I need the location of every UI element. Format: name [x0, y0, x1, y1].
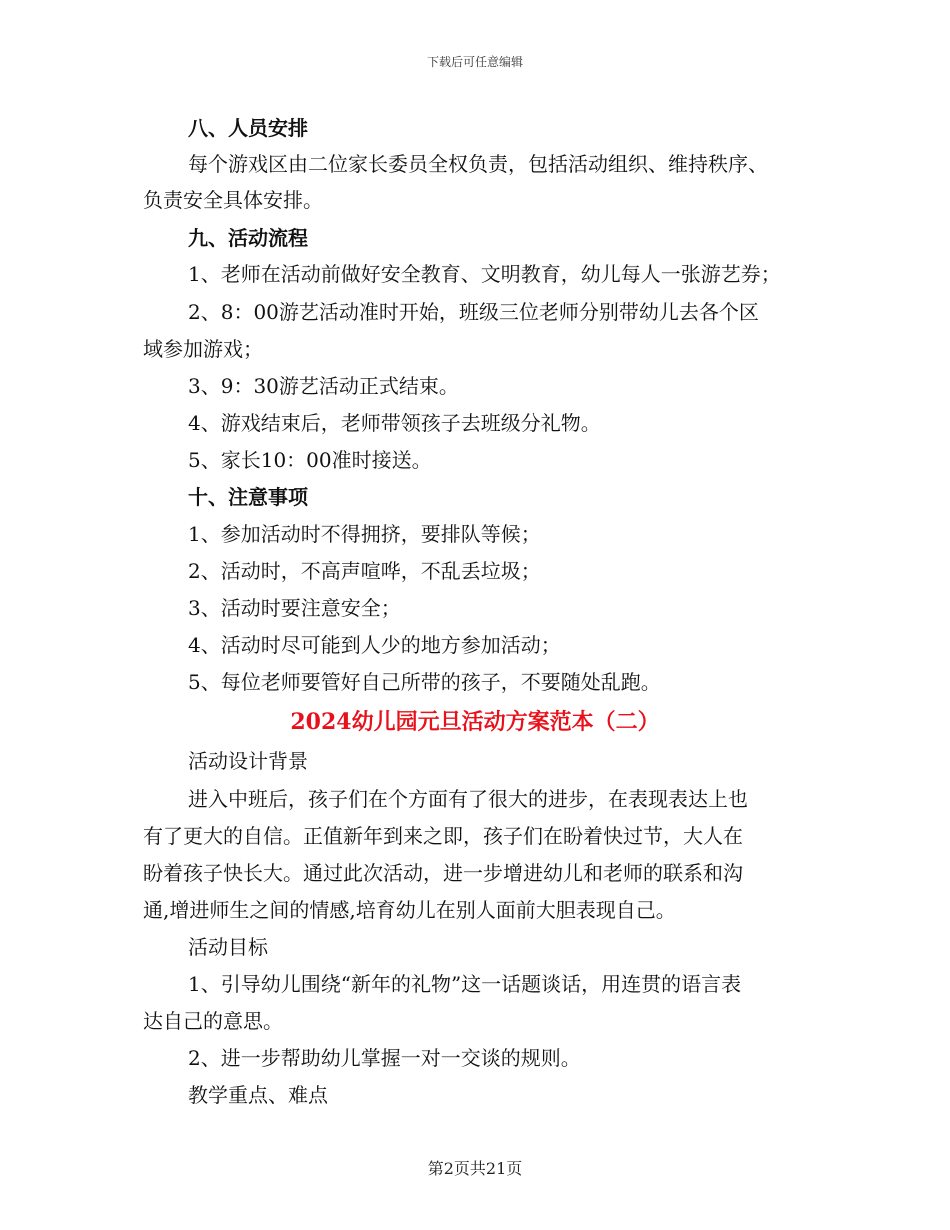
page-header: 下载后可任意编辑: [426, 55, 523, 69]
paragraph-line: 通,增进师生之间的情感,培育幼儿在别人面前大胆表现自己。: [143, 898, 676, 922]
list-item: 3、活动时要注意安全；: [188, 596, 401, 620]
paragraph-line: 盼着孩子快长大。通过此次活动，进一步增进幼儿和老师的联系和沟: [143, 861, 743, 885]
section-title: 2024幼儿园元旦活动方案范本（二）: [290, 709, 660, 735]
heading-personnel: 八、人员安排: [188, 116, 308, 140]
list-item: 2、8：00游艺活动准时开始，班级三位老师分别带幼儿去各个区: [188, 300, 759, 324]
paragraph-line: 达自己的意思。: [143, 1009, 283, 1033]
heading-notes: 十、注意事项: [188, 485, 308, 509]
paragraph-line: 进入中班后，孩子们在个方面有了很大的进步，在表现表达上也: [188, 787, 748, 811]
subheading-background: 活动设计背景: [188, 749, 308, 773]
list-item: 1、参加活动时不得拥挤，要排队等候；: [188, 522, 541, 546]
list-item: 3、9：30游艺活动正式结束。: [188, 374, 459, 398]
list-item: 1、老师在活动前做好安全教育、文明教育，幼儿每人一张游艺券；: [188, 262, 781, 286]
subheading-key-points: 教学重点、难点: [188, 1083, 328, 1107]
page-footer: 第2页共21页: [427, 1159, 523, 1178]
paragraph-line: 负责安全具体安排。: [143, 188, 323, 212]
list-item: 5、每位老师要管好自己所带的孩子，不要随处乱跑。: [188, 670, 661, 694]
paragraph-line: 每个游戏区由二位家长委员全权负责，包括活动组织、维持秩序、: [188, 152, 768, 176]
list-item: 4、活动时尽可能到人少的地方参加活动；: [188, 633, 561, 657]
list-item: 2、进一步帮助幼儿掌握一对一交谈的规则。: [188, 1046, 581, 1070]
list-item: 5、家长10：00准时接送。: [188, 448, 432, 472]
heading-process: 九、活动流程: [188, 226, 308, 250]
list-item: 4、游戏结束后，老师带领孩子去班级分礼物。: [188, 411, 601, 435]
paragraph-line: 域参加游戏；: [143, 337, 263, 361]
list-item: 2、活动时，不高声喧哗，不乱丢垃圾；: [188, 559, 541, 583]
paragraph-line: 有了更大的自信。正值新年到来之即，孩子们在盼着快过节，大人在: [143, 824, 743, 848]
list-item: 1、引导幼儿围绕“新年的礼物”这一话题谈话，用连贯的语言表: [188, 972, 742, 996]
subheading-goals: 活动目标: [188, 935, 268, 959]
